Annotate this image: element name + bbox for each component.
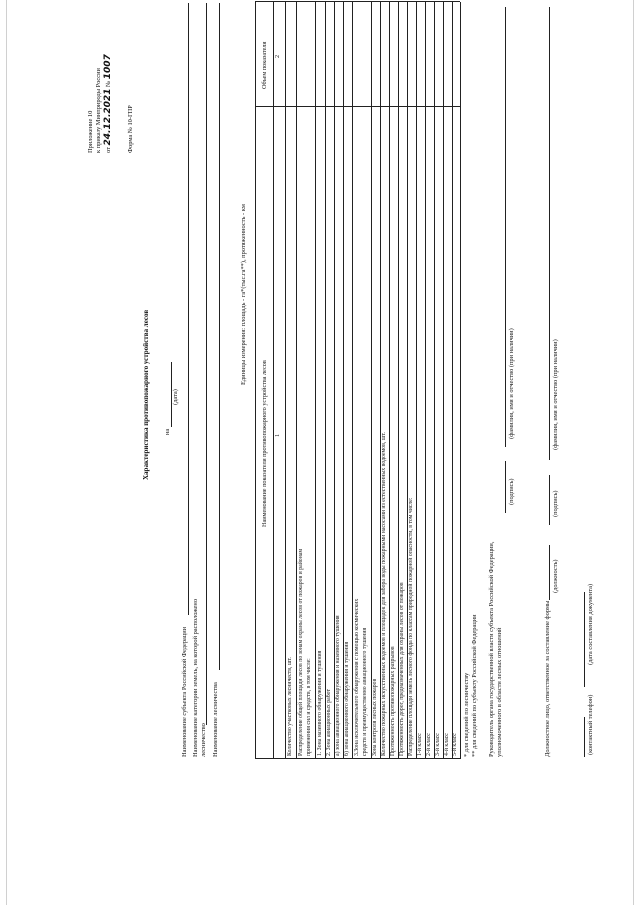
signature-caption-2: (подпись) — [552, 490, 559, 517]
fio-caption-2: (фамилия, имя и отчество (при наличии) — [552, 339, 559, 450]
signature-line-2[interactable] — [549, 475, 550, 525]
head-title-line2: уполномоченного в области лесных отношений — [496, 627, 503, 757]
head-fio-line[interactable] — [505, 7, 506, 447]
table-row: Распределение площади земель лесного фонда по классам природной пожарной опасности, в том числе: — [408, 497, 414, 756]
form-code: Форма № 10-ГПР — [127, 105, 134, 153]
field-category: Наименование категории земель, на которой расположено — [192, 598, 199, 757]
table-row: 1. Зона наземного обнаружения и тушения — [317, 650, 323, 756]
scan-edge-top — [6, 0, 7, 905]
table-row: а) зона авиационного обнаружения и наземного тушения — [335, 615, 341, 756]
phone-line[interactable] — [584, 717, 585, 757]
field-forestry-line[interactable] — [219, 3, 220, 670]
units-line: Единицы измерения: площадь - га*(тыс.га**), протяженность - км — [240, 204, 247, 385]
title-on-prefix: на — [164, 428, 171, 435]
handwritten-date: 24.12.2021 — [103, 88, 113, 146]
table-row: средств и преимущественно авиационного тушения — [362, 627, 368, 756]
table-row: 3-й класс — [435, 733, 441, 756]
col2-number: 2 — [274, 54, 281, 58]
table-row: 4-й класс — [444, 733, 450, 756]
position-line[interactable] — [549, 545, 550, 600]
position-caption: (должность) — [552, 559, 559, 593]
table-row: 2-й класс — [426, 733, 432, 756]
field-category-cont: лесничество — [200, 723, 207, 757]
head-signature-caption: (подпись) — [508, 478, 515, 505]
fio-line-2[interactable] — [549, 7, 550, 460]
field-subject: Наименование субъекта Российской Федерации — [181, 626, 188, 757]
field-subject-line[interactable] — [188, 3, 189, 615]
table-row: Зона контроля лесных пожаров — [372, 678, 378, 756]
table-row: применения сил и средств, в том числе: — [306, 658, 312, 756]
table-row: Протяженность дорог, предназначенных для охраны лесов от пожаров — [399, 582, 405, 756]
responsible-label: Должностное лицо, ответственное за составление формы — [544, 600, 551, 757]
col1-number: 1 — [274, 433, 281, 437]
col2-header: Объем показателя — [261, 41, 268, 89]
table-row: Количество участковых лесничеств, шт. — [287, 657, 293, 756]
note-forestry: * для сведений по лесничеству — [463, 672, 470, 757]
order-date-line: от 24.12.2021 № 1007 — [103, 54, 113, 153]
table-row: Количество пожарных искусственных водоемов и площадок для забора воды пожарными насосами из естественных водоемов, шт. — [381, 432, 387, 756]
appendix-label: Приложение 10 — [87, 110, 94, 153]
doc-date-line[interactable] — [584, 592, 585, 687]
doc-date-caption: (дата составления документа) — [587, 583, 594, 665]
field-forestry: Наименование лесничества — [212, 682, 219, 757]
handwritten-number: 1007 — [103, 54, 113, 80]
table-row: 1-й класс — [417, 733, 423, 756]
order-line: к приказу Минприроды России — [95, 68, 102, 153]
col1-header: Наименование показателя противопожарного устройства лесов — [261, 360, 268, 527]
head-signature-line[interactable] — [505, 461, 506, 513]
indicators-table — [255, 2, 460, 759]
date-caption: (дата) — [172, 389, 179, 405]
table-row: 3.Зона исключительного обнаружения с помощью космических — [354, 598, 360, 756]
table-row: Протяженность противопожарных разрывов — [390, 646, 396, 756]
table-row: Распределение общей площади лесов по зонам охраны лесов от пожаров и районам — [298, 548, 304, 756]
head-fio-caption: (фамилия, имя и отчество (при наличии) — [508, 328, 515, 439]
field-category-line[interactable] — [206, 3, 207, 725]
table-row: 5-й класс — [452, 733, 458, 756]
phone-caption: (контактный телефон) — [587, 694, 594, 755]
note-subject: ** для сведений по субъекту Российской Федерации — [471, 614, 478, 757]
scan-edge-bottom — [633, 0, 634, 905]
head-title-line1: Руководитель органа государственной власти субъекта Российской Федерации, — [488, 541, 495, 757]
table-row: б) зона авиационного обнаружения и тушения — [344, 641, 350, 756]
page-title: Характеристика противопожарного устройства лесов — [142, 309, 150, 480]
table-row: 2. Зона авиационных работ — [326, 688, 332, 756]
